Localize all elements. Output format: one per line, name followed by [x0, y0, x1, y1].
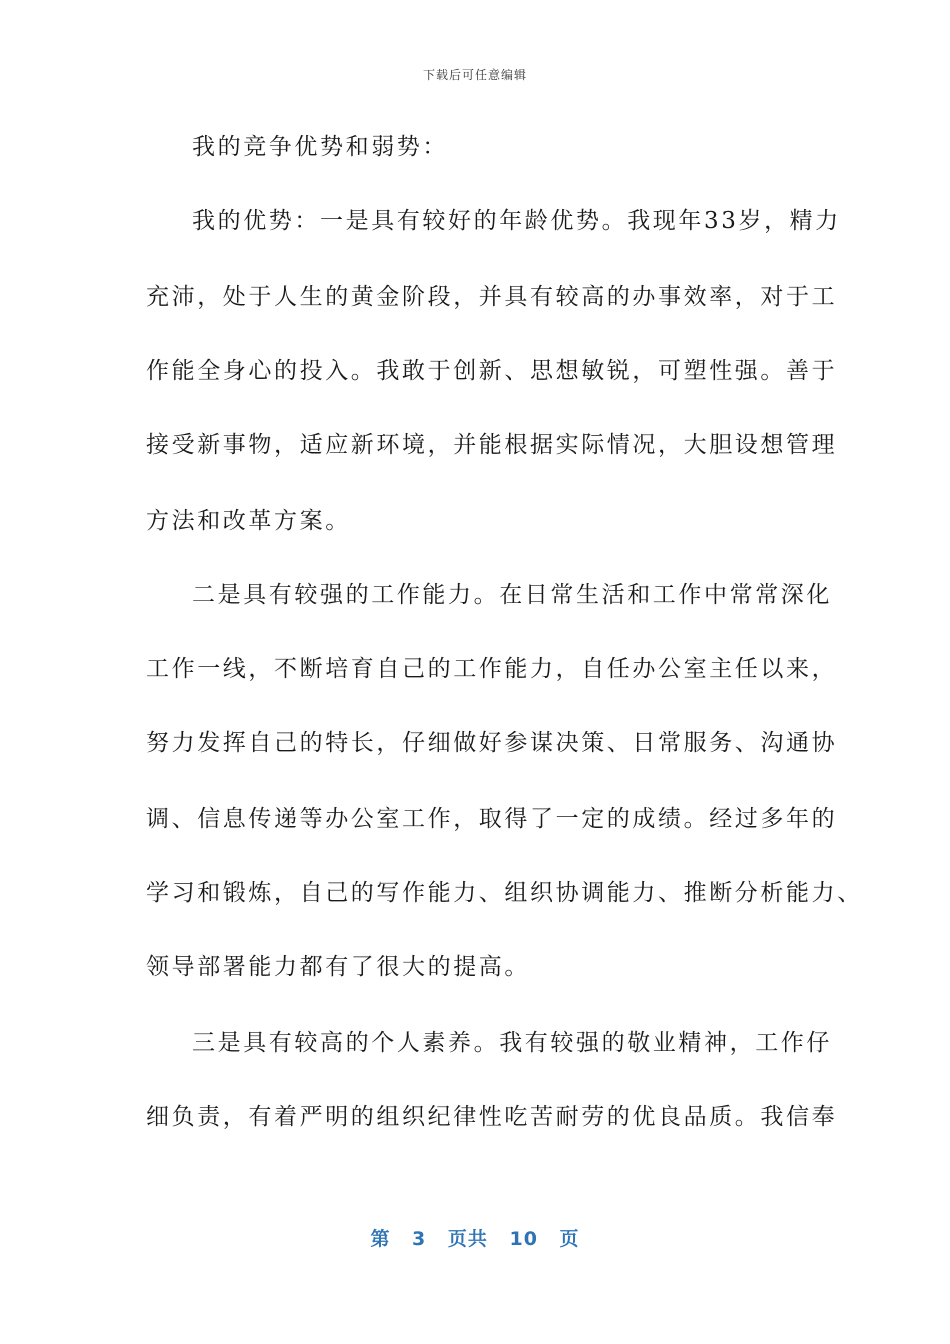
page-number-footer: 第 3 页共 10 页	[370, 1228, 580, 1250]
paragraph-line: 工作一线，不断培育自己的工作能力，自任办公室主任以来，	[146, 656, 838, 682]
paragraph-line: 三是具有较高的个人素养。我有较强的敬业精神，工作仔	[192, 1030, 832, 1056]
paragraph-line: 接受新事物，适应新环境，并能根据实际情况，大胆设想管理	[146, 432, 838, 458]
paragraph-line: 调、信息传递等办公室工作，取得了一定的成绩。经过多年的	[146, 806, 838, 832]
paragraph-line: 充沛，处于人生的黄金阶段，并具有较高的办事效率，对于工	[146, 284, 838, 310]
page-header: 下载后可任意编辑	[422, 68, 527, 82]
paragraph-line: 我的优势：一是具有较好的年龄优势。我现年33岁，精力	[192, 208, 841, 234]
paragraph-line: 方法和改革方案。	[146, 508, 351, 534]
paragraph-line: 学习和锻炼，自己的写作能力、组织协调能力、推断分析能力、	[146, 880, 863, 906]
paragraph-line: 领导部署能力都有了很大的提高。	[146, 954, 530, 980]
paragraph-line: 二是具有较强的工作能力。在日常生活和工作中常常深化	[192, 582, 832, 608]
paragraph-line: 细负责，有着严明的组织纪律性吃苦耐劳的优良品质。我信奉	[146, 1104, 838, 1130]
paragraph-line: 我的竞争优势和弱势：	[192, 134, 448, 160]
paragraph-line: 作能全身心的投入。我敢于创新、思想敏锐，可塑性强。善于	[146, 358, 838, 384]
paragraph-line: 努力发挥自己的特长，仔细做好参谋决策、日常服务、沟通协	[146, 730, 838, 756]
